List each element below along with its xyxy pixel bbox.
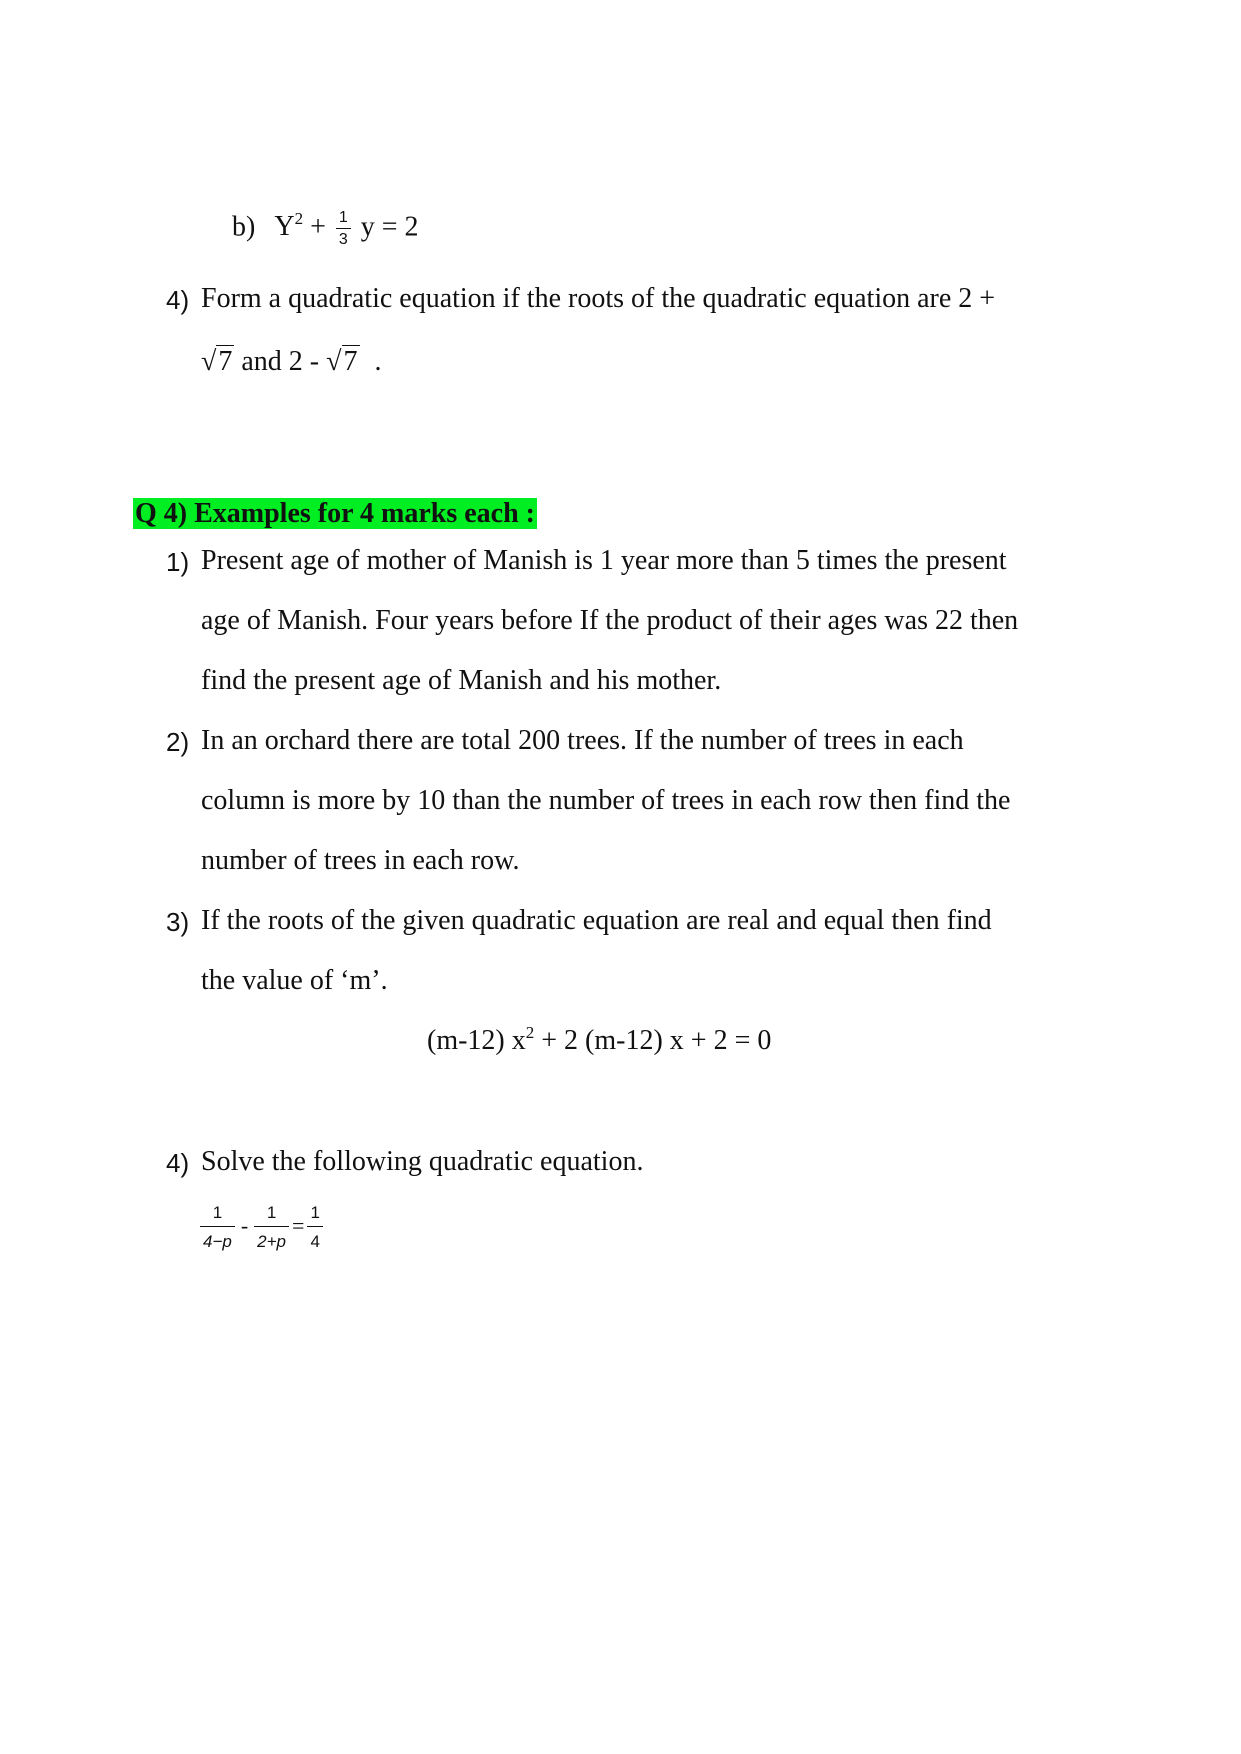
q3-number: 3) [166, 907, 190, 937]
q4-equation [200, 1204, 323, 1250]
item-b-exponent: 2 [294, 209, 304, 229]
q4-f3-numerator: 1 [310, 1203, 320, 1222]
sqrt-7-second: √7 [326, 346, 358, 377]
q4-fraction-1 [200, 1204, 235, 1250]
q3-line-2: the value of ‘m’. [201, 965, 388, 996]
q4-f1-denominator: 4−p [200, 1226, 235, 1250]
sqrt-7-first: √7 [201, 346, 233, 377]
q4-f2-numerator: 1 [266, 1203, 277, 1222]
q4-f1-numerator: 1 [212, 1203, 223, 1222]
q3-eq-exponent: 2 [525, 1023, 535, 1042]
item-b-var: Y [274, 211, 295, 243]
item-b-frac-denominator: 3 [336, 228, 351, 248]
item-b-rest: y = 2 [360, 211, 419, 243]
item-4-number: 4) [166, 285, 190, 315]
item-b-plus: + [310, 211, 326, 243]
item-4-line-2 [201, 346, 382, 378]
q2-line-1: In an orchard there are total 200 trees. If the number of trees in each [201, 725, 964, 756]
q4-fraction-2 [254, 1204, 289, 1250]
q4-number: 4) [166, 1148, 190, 1178]
section-heading [133, 498, 537, 530]
q4-minus: - [240, 1213, 249, 1239]
q4-f3-denominator: 4 [307, 1226, 322, 1250]
q1-line-2: age of Manish. Four years before If the product of their ages was 22 then [201, 605, 1019, 636]
q3-equation [427, 1025, 771, 1057]
item-b-frac-numerator: 1 [338, 209, 348, 226]
section-heading-text: Q 4) Examples for 4 marks each : [135, 498, 535, 529]
q4-f2-denominator: 2+p [254, 1226, 289, 1250]
q2-number: 2) [166, 727, 190, 757]
item-4-line-1: Form a quadratic equation if the roots of the quadratic equation are 2 + [201, 283, 996, 314]
sqrt-arg-second: 7 [343, 346, 358, 377]
q1-line-1: Present age of mother of Manish is 1 year more than 5 times the present [201, 545, 1007, 576]
item-4-period: . [374, 346, 382, 377]
item-b-label: b) [232, 211, 256, 243]
q4-text: Solve the following quadratic equation. [201, 1146, 644, 1177]
q2-line-3: number of trees in each row. [201, 845, 520, 876]
item-4-mid-text: and 2 - [241, 346, 320, 377]
q3-line-1: If the roots of the given quadratic equation are real and equal then find [201, 905, 992, 936]
q3-eq-part-a: (m-12) x [427, 1025, 526, 1056]
q2-line-2: column is more by 10 than the number of trees in each row then find the [201, 785, 1011, 816]
item-b-equation [232, 210, 419, 248]
sqrt-arg-first: 7 [218, 346, 233, 377]
item-b-fraction [336, 210, 351, 248]
q1-line-3: find the present age of Manish and his mother. [201, 665, 722, 696]
q3-eq-part-b: + 2 (m-12) x + 2 = 0 [541, 1025, 772, 1056]
q4-equals: = [292, 1213, 305, 1239]
q1-number: 1) [166, 547, 190, 577]
q4-fraction-3 [307, 1204, 322, 1250]
